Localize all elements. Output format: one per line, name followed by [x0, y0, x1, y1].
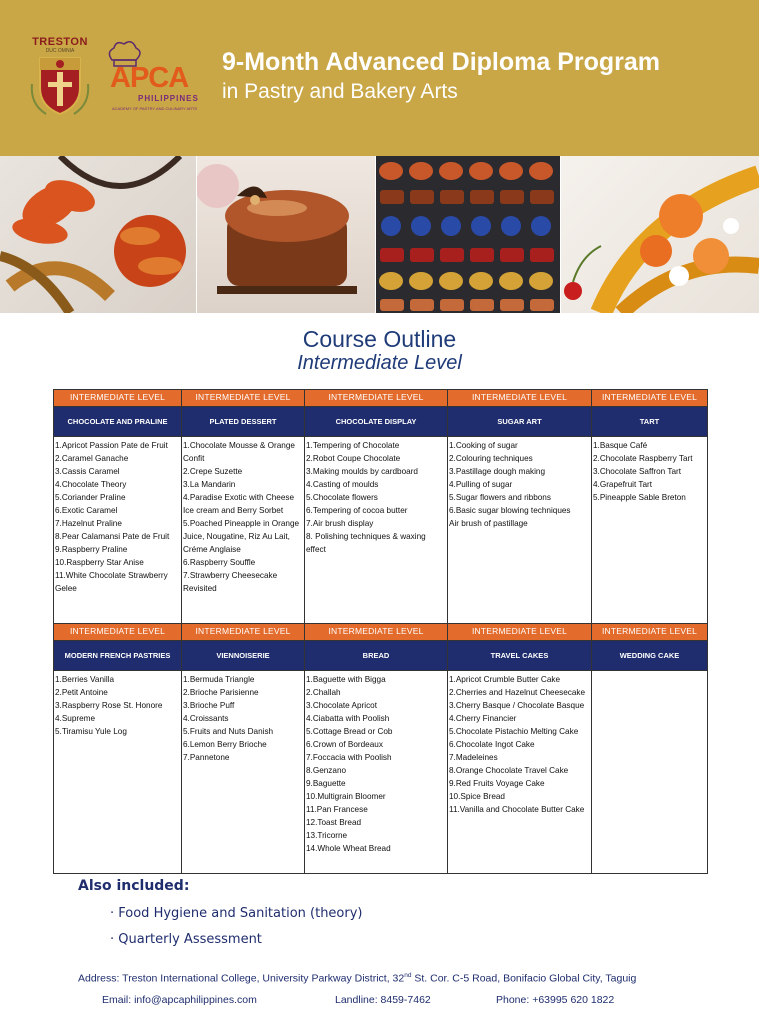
level-label: INTERMEDIATE LEVEL	[305, 624, 448, 641]
course-item: 3.Cherry Basque / Chocolate Basque	[449, 701, 585, 710]
header-banner	[0, 0, 759, 156]
course-item: 6.Lemon Berry Brioche	[183, 740, 267, 749]
also-included-item: · Food Hygiene and Sanitation (theory)	[110, 906, 363, 921]
items-tart	[592, 437, 708, 624]
course-item: 5.Chocolate Pistachio Melting Cake	[449, 727, 579, 736]
treston-logo-motto: DUC OMNIA	[45, 48, 75, 54]
course-item: 9.Baguette	[306, 779, 346, 788]
course-item: 3.Brioche Puff	[183, 701, 235, 710]
course-item: 1.Baguette with Bigga	[306, 675, 386, 684]
course-item: 1.Berries Vanilla	[55, 675, 115, 684]
treston-logo-text: TRESTON	[32, 36, 88, 48]
category-chocolate-display: CHOCOLATE DISPLAY	[305, 407, 448, 437]
course-item: 8. Polishing techniques & waxing effect	[306, 532, 428, 554]
level-label: INTERMEDIATE LEVEL	[182, 390, 305, 407]
photo-strip	[0, 156, 759, 313]
category-modern-french-pastries: MODERN FRENCH PASTRIES	[54, 641, 182, 671]
category-header-row	[54, 407, 708, 437]
course-item: 5.Chocolate flowers	[306, 493, 378, 502]
course-item: 6.Chocolate Ingot Cake	[449, 740, 535, 749]
level-header-row	[54, 390, 708, 407]
course-item: 1.Apricot Passion Pate de Fruit	[55, 441, 168, 450]
level-header-row	[54, 624, 708, 641]
items-plated-dessert	[182, 437, 305, 624]
category-travel-cakes: TRAVEL CAKES	[448, 641, 592, 671]
footer-email[interactable]: Email: info@apcaphilippines.com	[102, 994, 257, 1006]
course-item: 7.Hazelnut Praline	[55, 519, 122, 528]
apca-logo	[104, 38, 200, 120]
course-outline-subtitle: Intermediate Level	[297, 352, 462, 374]
photo-chocolate-bonbons-tray	[376, 156, 560, 313]
course-item: 5.Pineapple Sable Breton	[593, 493, 686, 502]
course-item: 5.Tiramisu Yule Log	[55, 727, 127, 736]
course-item: 3.Raspberry Rose St. Honore	[55, 701, 163, 710]
course-item: 7.Strawberry Cheesecake Revisited	[183, 571, 280, 593]
apca-logo-academy: ACADEMY OF PASTRY AND CULINARY ARTS	[112, 106, 198, 111]
course-item: 2.Petit Antoine	[55, 688, 108, 697]
course-item: 2.Robot Coupe Chocolate	[306, 454, 401, 463]
course-item: 1.Tempering of Chocolate	[306, 441, 400, 450]
course-item: 4.Pulling of sugar	[449, 480, 513, 489]
course-item: 3.Making moulds by cardboard	[306, 467, 418, 476]
course-item: 2.Caramel Ganache	[55, 454, 129, 463]
course-item: 6.Tempering of cocoa butter	[306, 506, 408, 515]
course-item: 6.Crown of Bordeaux	[306, 740, 383, 749]
photo-glazed-chocolate-cake	[197, 156, 375, 313]
course-item: 2.Brioche Parisienne	[183, 688, 259, 697]
course-item: 3.Cassis Caramel	[55, 467, 120, 476]
course-item: 2.Colouring techniques	[449, 454, 533, 463]
level-label: INTERMEDIATE LEVEL	[182, 624, 305, 641]
course-item: 12.Toast Bread	[306, 818, 362, 827]
course-item: 6.Basic sugar blowing techniques	[449, 506, 571, 515]
course-item: 4.Casting of moulds	[306, 480, 379, 489]
course-item: 3.Chocolate Saffron Tart	[593, 467, 681, 476]
course-item: 8.Pear Calamansi Pate de Fruit	[55, 532, 170, 541]
program-title: 9-Month Advanced Diploma Program	[222, 48, 661, 76]
course-table-1	[53, 389, 708, 624]
level-label: INTERMEDIATE LEVEL	[448, 624, 592, 641]
course-item: 4.Grapefruit Tart	[593, 480, 653, 489]
address-prefix: Address: Treston International College, University Parkway District, 32	[78, 972, 405, 985]
photo-flower-chocolate-sculpture	[0, 156, 196, 313]
course-outline-title: Course Outline	[302, 326, 457, 352]
program-subtitle: in Pastry and Bakery Arts	[222, 80, 458, 103]
course-item: 4.Paradise Exotic with Cheese Ice cream and Berry Sorbet	[183, 493, 297, 515]
course-item: 1.Basque Café	[593, 441, 648, 450]
course-table-2	[53, 623, 708, 874]
level-label: INTERMEDIATE LEVEL	[592, 624, 708, 641]
category-wedding-cake: WEDDING CAKE	[592, 641, 708, 671]
level-label: INTERMEDIATE LEVEL	[305, 390, 448, 407]
items-wedding-cake	[592, 671, 708, 874]
also-included-title: Also included:	[78, 878, 190, 894]
treston-logo	[26, 36, 94, 120]
course-item: 7.Foccacia with Poolish	[306, 753, 392, 762]
level-label: INTERMEDIATE LEVEL	[448, 390, 592, 407]
course-item: 1.Cooking of sugar	[449, 441, 518, 450]
course-item: 10.Multigrain Bloomer	[306, 792, 386, 801]
course-item: 14.Whole Wheat Bread	[306, 844, 391, 853]
course-item: 7.Air brush display	[306, 519, 374, 528]
course-item: 4.Croissants	[183, 714, 229, 723]
course-items-row	[54, 437, 708, 624]
category-plated-dessert: PLATED DESSERT	[182, 407, 305, 437]
course-item: Air brush of pastillage	[449, 519, 528, 528]
course-item: 11.Pan Francese	[306, 805, 368, 814]
course-item: 8.Orange Chocolate Travel Cake	[449, 766, 569, 775]
footer-phone: Phone: +63995 620 1822	[496, 994, 615, 1006]
course-item: 3.La Mandarin	[183, 480, 236, 489]
course-item: 6.Raspberry Souffle	[183, 558, 256, 567]
course-item: 5.Fruits and Nuts Danish	[183, 727, 274, 736]
items-travel-cakes	[448, 671, 592, 874]
level-label: INTERMEDIATE LEVEL	[592, 390, 708, 407]
course-item: 4.Chocolate Theory	[55, 480, 127, 489]
course-item: 4.Ciabatta with Poolish	[306, 714, 390, 723]
course-item: 10.Raspberry Star Anise	[55, 558, 144, 567]
course-item: 5.Cottage Bread or Cob	[306, 727, 393, 736]
course-item: 11.Vanilla and Chocolate Butter Cake	[449, 805, 585, 814]
level-label: INTERMEDIATE LEVEL	[54, 624, 182, 641]
course-item: 9.Red Fruits Voyage Cake	[449, 779, 545, 788]
course-item: 5.Sugar flowers and ribbons	[449, 493, 551, 502]
items-chocolate-display	[305, 437, 448, 624]
course-items-row	[54, 671, 708, 874]
course-item: 2.Crepe Suzette	[183, 467, 243, 476]
course-item: 4.Cherry Financier	[449, 714, 517, 723]
level-label: INTERMEDIATE LEVEL	[54, 390, 182, 407]
course-item: 2.Chocolate Raspberry Tart	[593, 454, 693, 463]
course-item: 7.Pannetone	[183, 753, 230, 762]
category-viennoiserie: VIENNOISERIE	[182, 641, 305, 671]
course-item: 1.Chocolate Mousse & Orange Confit	[183, 441, 298, 463]
course-item: 13.Tricorne	[306, 831, 348, 840]
category-bread: BREAD	[305, 641, 448, 671]
course-item: 1.Bermuda Triangle	[183, 675, 255, 684]
course-item: 9.Raspberry Praline	[55, 545, 128, 554]
course-item: 8.Genzano	[306, 766, 347, 775]
footer-landline: Landline: 8459-7462	[335, 994, 431, 1006]
course-item: 6.Exotic Caramel	[55, 506, 118, 515]
course-item: 2.Cherries and Hazelnut Cheesecake	[449, 688, 586, 697]
category-chocolate-and-praline: CHOCOLATE AND PRALINE	[54, 407, 182, 437]
items-sugar-art	[448, 437, 592, 624]
also-included-item: · Quarterly Assessment	[110, 932, 262, 947]
items-chocolate-and-praline	[54, 437, 182, 624]
apca-logo-text: APCA	[110, 62, 189, 94]
category-tart: TART	[592, 407, 708, 437]
treston-shield-icon	[26, 54, 94, 120]
course-item: 4.Supreme	[55, 714, 96, 723]
course-item: 3.Chocolate Apricot	[306, 701, 378, 710]
address-ordinal: nd	[404, 972, 412, 979]
course-item: 7.Madeleines	[449, 753, 498, 762]
course-item: 5.Poached Pineapple in Orange Juice, Nougatine, Riz Au Lait, Créme Anglaise	[183, 519, 302, 554]
items-bread	[305, 671, 448, 874]
items-modern-french-pastries	[54, 671, 182, 874]
photo-sugar-art-roses	[561, 156, 759, 313]
apca-logo-country: PHILIPPINES	[138, 94, 199, 103]
course-item: 10.Spice Bread	[449, 792, 505, 801]
category-sugar-art: SUGAR ART	[448, 407, 592, 437]
category-header-row	[54, 641, 708, 671]
course-item: 5.Coriander Praline	[55, 493, 126, 502]
course-item: 1.Apricot Crumble Butter Cake	[449, 675, 561, 684]
course-item: 11.White Chocolate Strawberry Gelee	[55, 571, 170, 593]
course-item: 2.Challah	[306, 688, 341, 697]
course-item: 3.Pastillage dough making	[449, 467, 546, 476]
address-suffix: St. Cor. C-5 Road, Bonifacio Global City, Taguig	[411, 972, 637, 985]
footer-address	[78, 972, 636, 985]
items-viennoiserie	[182, 671, 305, 874]
